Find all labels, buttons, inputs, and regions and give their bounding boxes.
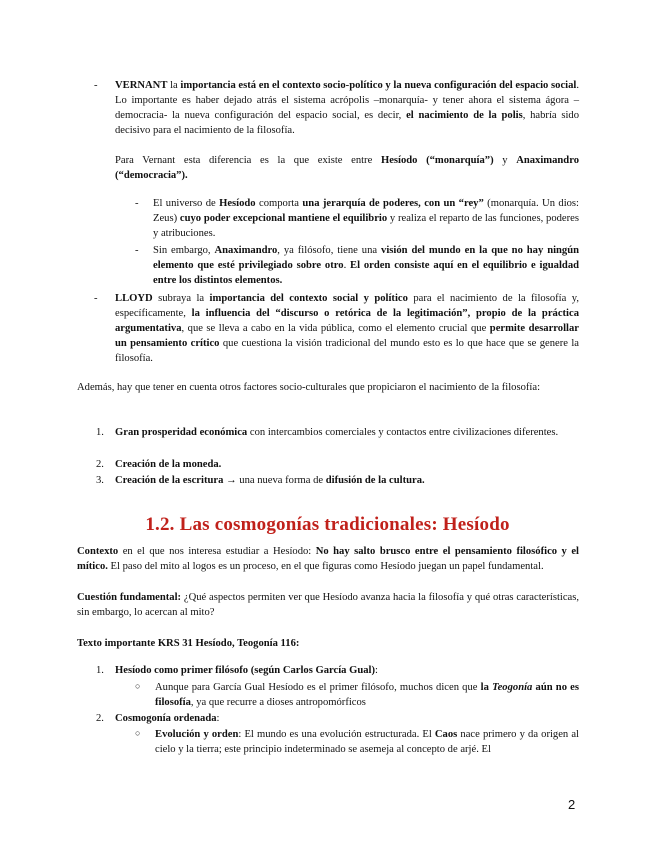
lloyd-name: LLOYD xyxy=(115,293,153,304)
bullet-dash: - xyxy=(94,293,98,304)
list-number: 2. xyxy=(96,713,104,724)
list-number: 1. xyxy=(96,427,104,438)
circle-bullet-icon: ○ xyxy=(135,728,141,738)
page-number: 2 xyxy=(568,797,576,812)
list-number: 3. xyxy=(96,475,104,486)
circle-bullet-icon: ○ xyxy=(135,681,141,691)
bullet-dash: - xyxy=(135,198,139,209)
hesiodo-subpoint: El universo de Hesíodo comporta una jerarquía de poderes, con un “rey” (monarquía. Un dios: Zeus) cuyo poder excepcional mantiene el equilibrio y realiza el reparto de las funciones, poderes y atribuciones. xyxy=(153,198,580,240)
lloyd-paragraph: LLOYD subraya la importancia del contexto social y político para el nacimiento de la filosofía y, específicamente, la influencia del “discurso o retórica de la legitimación”, propio de la práctica argumentativa, que se lleva a cabo en la vida pública, como el elemento crucial que permite desarrollar un pensamiento crítico que cuestiona la visión tradicional del mundo esto es lo que hace que se genere la filosofía. xyxy=(115,293,579,365)
hesiodo-primer-filosofo-item: Hesíodo como primer filósofo (según Carlos García Gual): xyxy=(115,665,378,676)
factor-item: Creación de la escritura → una nueva forma de difusión de la cultura. xyxy=(115,475,425,486)
anaximandro-subpoint: Sin embargo, Anaximandro, ya filósofo, tiene una visión del mundo en la que no hay ningún elemento que esté privilegiado sobre otro. El orden consiste aquí en el equilibrio e igualdad entre los distintos elementos. xyxy=(153,245,580,287)
vernant-difference-paragraph: Para Vernant esta diferencia es la que existe entre Hesíodo (“monarquía”) y Anaximandro (“democracia”). xyxy=(115,155,580,182)
vernant-name: VERNANT xyxy=(115,80,168,91)
garcia-gual-subpoint: Aunque para García Gual Hesíodo es el primer filósofo, muchos dicen que la Teogonía aún no es filosofía, ya que recurre a dioses antropomórficos xyxy=(155,682,580,709)
vernant-paragraph: VERNANT la importancia está en el contexto socio-político y la nueva configuración del espacio social. Lo importante es haber dejado atrás el sistema acrópolis –monarquía- y tener ahora el sistema ágora –democracia- la nueva configuración del espacio social, es decir, el nacimiento de la polis, habría sido decisivo para el nacimiento de la filosofía. xyxy=(115,80,579,137)
cosmogonia-ordenada-item: Cosmogonía ordenada: xyxy=(115,713,220,724)
texto-importante: Texto importante KRS 31 Hesíodo, Teogonía 116: xyxy=(77,638,300,649)
evolucion-orden-subpoint: Evolución y orden: El mundo es una evolución estructurada. El Caos nace primero y da origen al cielo y la tierra; este principio indeterminado se asemeja al concepto de arjé. El xyxy=(155,729,579,756)
bullet-dash: - xyxy=(94,80,98,91)
cuestion-paragraph: Cuestión fundamental: ¿Qué aspectos permiten ver que Hesíodo avanza hacia la filosofía y qué otras características, sin embargo, lo acercan al mito? xyxy=(77,592,580,619)
contexto-paragraph: Contexto en el que nos interesa estudiar a Hesíodo: No hay salto brusco entre el pensamiento filosófico y el mítico. El paso del mito al logos es un proceso, en el que figuras como Hesíodo juegan un papel fundamental. xyxy=(77,546,579,573)
section-heading: 1.2. Las cosmogonías tradicionales: Hesíodo xyxy=(145,514,510,535)
list-number: 2. xyxy=(96,459,104,470)
factor-item: Gran prosperidad económica con intercambios comerciales y contactos entre civilizaciones diferentes. xyxy=(115,427,559,438)
factor-item: Creación de la moneda. xyxy=(115,459,222,470)
bullet-dash: - xyxy=(135,245,139,256)
ademas-paragraph: Además, hay que tener en cuenta otros factores socio-culturales que propiciaron el nacimiento de la filosofía: xyxy=(77,382,541,393)
list-number: 1. xyxy=(96,665,104,676)
